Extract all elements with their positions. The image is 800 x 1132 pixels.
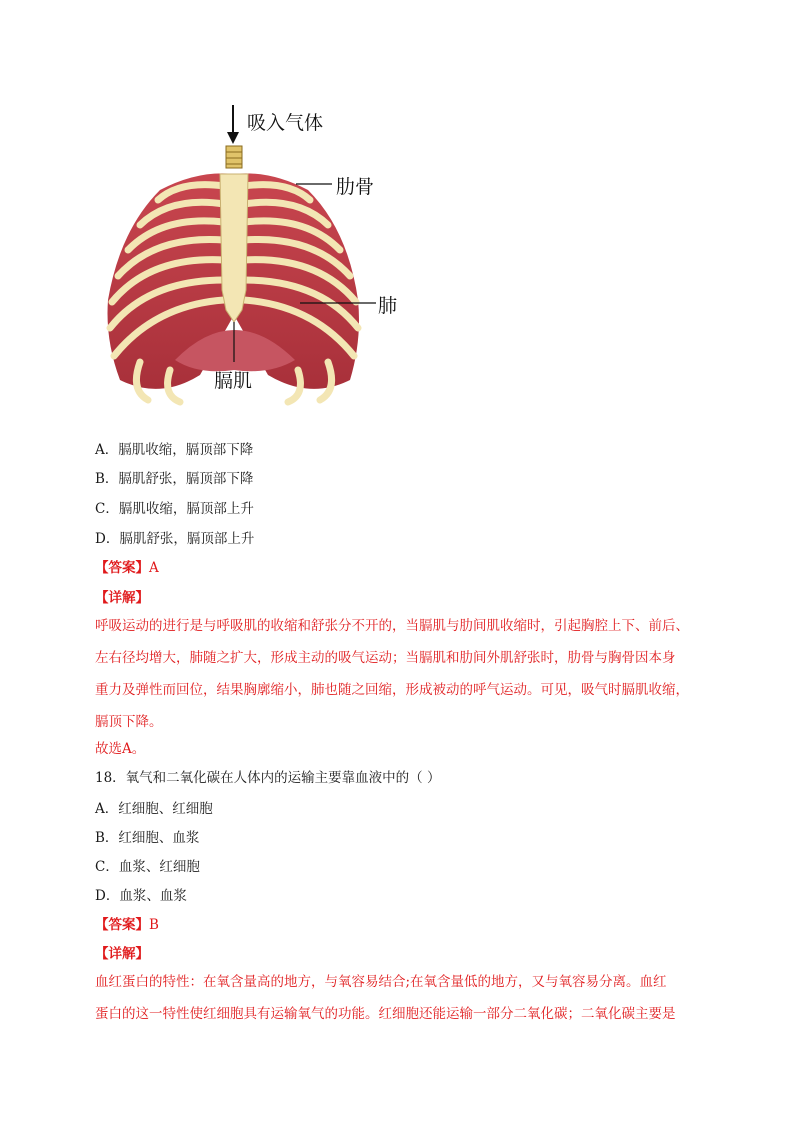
diaphragm-label: 膈肌 [214, 370, 253, 392]
q18-detail-tag: 【详解】 [95, 946, 149, 962]
lung-label: 肺 [378, 295, 398, 317]
q18-option-b: B．红细胞、血浆 [95, 830, 200, 846]
q18-stem: 18．氧气和二氧化碳在人体内的运输主要靠血液中的（ ） [95, 770, 441, 786]
answer-value: B [149, 917, 159, 933]
explanation-line: 蛋白的这一特性使红细胞具有运输氧气的功能。红细胞还能运输一部分二氧化碳；二氧化碳主要是 [95, 1006, 676, 1022]
q17-option-a: A．膈肌收缩，膈顶部下降 [95, 442, 254, 458]
q17-conclusion: 故选A。 [95, 741, 146, 757]
answer-tag: 【答案】 [95, 917, 149, 933]
q17-detail-tag: 【详解】 [95, 590, 149, 606]
q17-option-d: D．膈肌舒张，膈顶部上升 [95, 531, 255, 547]
q18-option-c: C．血浆、红细胞 [95, 859, 200, 875]
q18-explanation [95, 966, 715, 1030]
explanation-line: 左右径均增大，肺随之扩大，形成主动的吸气运动；当膈肌和肋间外肌舒张时，肋骨与胸骨因本身 [95, 650, 676, 666]
explanation-line: 重力及弹性而回位，结果胸廓缩小，肺也随之回缩，形成被动的呼气运动。可见，吸气时膈肌收缩， [95, 682, 689, 698]
q17-option-c: C．膈肌收缩，膈顶部上升 [95, 501, 254, 517]
q17-answer [95, 558, 159, 578]
inhale-label: 吸入气体 [247, 112, 324, 134]
q17-option-b: B．膈肌舒张，膈顶部下降 [95, 471, 254, 487]
rib-label: 肋骨 [336, 176, 375, 198]
explanation-line: 呼吸运动的进行是与呼吸肌的收缩和舒张分不开的，当膈肌与肋间肌收缩时，引起胸腔上下、前后、 [95, 618, 689, 634]
explanation-line: 膈顶下降。 [95, 714, 163, 730]
answer-value: A [149, 560, 159, 576]
answer-tag: 【答案】 [95, 560, 149, 576]
q18-option-d: D．血浆、血浆 [95, 888, 187, 904]
ribcage-figure [100, 100, 400, 420]
q18-answer [95, 915, 159, 935]
q18-option-a: A．红细胞、红细胞 [95, 801, 213, 817]
explanation-line: 血红蛋白的特性：在氧含量高的地方，与氧容易结合;在氧含量低的地方，又与氧容易分离。血红 [95, 974, 667, 990]
q17-explanation [95, 610, 715, 738]
